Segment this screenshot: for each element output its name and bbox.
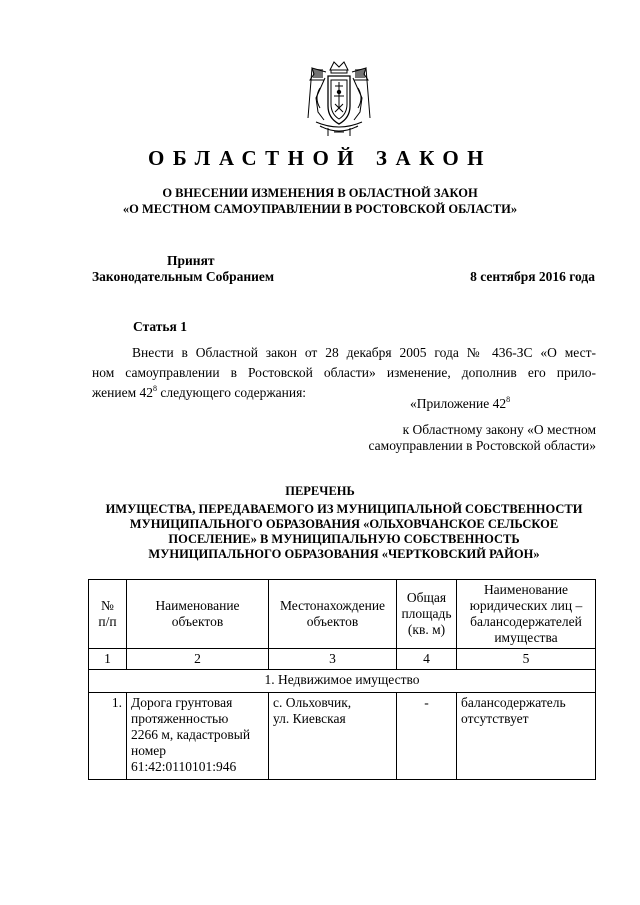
body-line: ном самоуправлении в Ростовской области» изменение, дополнив его прило- [92,365,596,380]
body-line [92,383,596,403]
cell-line: 2266 м, кадастровый [131,727,251,742]
header-holder [457,580,596,649]
cell-line: балансодержатель [461,695,566,710]
header-area [397,580,457,649]
column-number: 5 [457,649,596,670]
list-subheading-line: ИМУЩЕСТВА, ПЕРЕДАВАЕМОГО ИЗ МУНИЦИПАЛЬНОЙ СОБСТВЕННОСТИ [105,502,583,516]
column-number: 1 [89,649,127,670]
superscript: 8 [506,395,511,404]
row-number: 1. [89,693,127,780]
property-table [88,579,596,780]
list-subheading [92,502,596,562]
appendix-reference [330,422,596,454]
header-line: Наименование [483,582,569,597]
row-object-name [127,693,269,780]
header-line: имущества [494,630,558,645]
header-line: № [101,598,114,613]
section-title: 1. Недвижимое имущество [89,670,596,693]
document-title: ОБЛАСТНОЙ ЗАКОН [147,146,492,170]
header-name [127,580,269,649]
header-line: Общая [406,590,447,605]
cell-line: ул. Киевская [273,711,346,726]
table-header-row [89,580,596,649]
header-line: (кв. м) [407,622,446,637]
subtitle-line: «О МЕСТНОМ САМОУПРАВЛЕНИИ В РОСТОВСКОЙ ОБЛАСТИ» [122,202,518,216]
list-subheading-line: МУНИЦИПАЛЬНОГО ОБРАЗОВАНИЯ «ЧЕРТКОВСКИЙ РАЙОН» [148,547,540,561]
cell-line: с. Ольховчик, [273,695,352,710]
list-heading: ПЕРЕЧЕНЬ [285,484,355,498]
adopted-label: Принят [167,253,215,268]
appendix-ref-line: самоуправлении в Ростовской области» [368,438,596,453]
appendix-ref-line: к Областному закону «О местном [402,422,596,437]
superscript: 8 [153,384,158,393]
column-number-row [89,649,596,670]
list-subheading-line: ПОСЕЛЕНИЕ» В МУНИЦИПАЛЬНУЮ СОБСТВЕННОСТЬ [168,532,520,546]
header-line: Местонахождение [279,598,386,613]
list-subheading-line: МУНИЦИПАЛЬНОГО ОБРАЗОВАНИЯ «ОЛЬХОВЧАНСКОЕ СЕЛЬСКОЕ [129,517,559,531]
appendix-title-text: «Приложение 42 [410,396,507,411]
column-number: 2 [127,649,269,670]
adopted-date: 8 сентября 2016 года [470,269,595,284]
column-number: 4 [397,649,457,670]
header-number [89,580,127,649]
coat-of-arms-emblem [298,58,380,140]
subtitle-line: О ВНЕСЕНИИ ИЗМЕНЕНИЯ В ОБЛАСТНОЙ ЗАКОН [162,186,478,200]
header-line: площадь [401,606,452,621]
article-body [92,343,596,403]
header-line: Наименование [155,598,240,613]
adopted-by: Законодательным Собранием [92,269,275,284]
table-row [89,693,596,780]
header-location [269,580,397,649]
body-line: Внести в Областной закон от 28 декабря 2005 года № 436-ЗС «О мест- [132,345,596,360]
body-line-text: жением 42 [92,385,154,400]
header-line: юридических лиц – [469,598,583,613]
row-location [269,693,397,780]
row-holder [457,693,596,780]
law-subtitle [0,185,640,217]
cell-line: Дорога грунтовая [131,695,233,710]
cell-line: протяженностью [131,711,229,726]
row-area: - [397,693,457,780]
cell-line: 61:42:0110101:946 [131,759,237,774]
header-line: п/п [98,614,117,629]
header-line: балансодержателей [470,614,582,629]
section-row [89,670,596,693]
header-line: объектов [306,614,359,629]
cell-line: номер [131,743,167,758]
appendix-title [410,396,510,412]
column-number: 3 [269,649,397,670]
article-title: Статья 1 [133,319,187,334]
body-line-text: следующего содержания: [157,385,307,400]
cell-line: отсутствует [461,711,529,726]
header-line: объектов [171,614,224,629]
